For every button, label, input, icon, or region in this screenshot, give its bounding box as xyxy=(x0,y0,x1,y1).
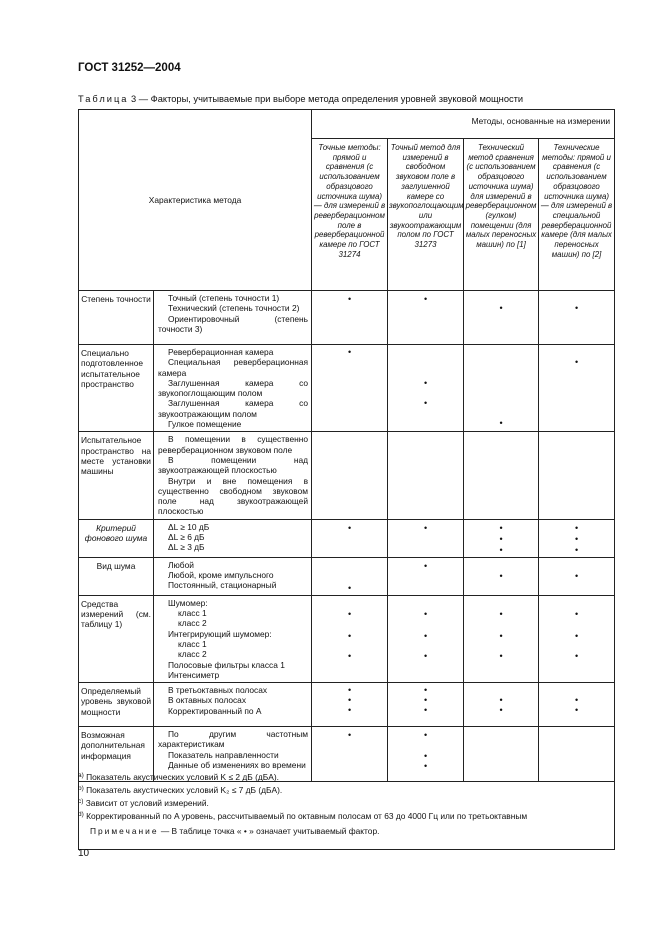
factor-dot: • xyxy=(423,377,428,388)
factor-dot: • xyxy=(423,729,428,740)
list-item: В третьоктавных полосах xyxy=(168,685,268,696)
list-item: ΔL ≥ 6 дБ xyxy=(168,532,205,543)
factors-table xyxy=(78,109,615,850)
method-header-4: Технические методы: прямой и сравнения (с использованием образцового источника шума) — для измерений в специальной реверберационной камере (для малых переносных машин) по [2] xyxy=(539,139,615,291)
list-item: Заглушенная камера со звукопоглощающим полом xyxy=(158,377,309,399)
list-item: Показатель направленности xyxy=(168,749,279,760)
factor-dot: • xyxy=(423,397,428,408)
list-item: Данные об изменениях во времени xyxy=(168,760,306,771)
list-item: Гулкое помещение xyxy=(168,419,242,430)
factor-dot: • xyxy=(499,650,503,661)
factor-dot: • xyxy=(347,293,352,304)
factor-dot: • xyxy=(574,533,579,544)
footnote-b: $^{b)}$ Показатель акустических условий K₂ ≤ 7 дБ (дБA). xyxy=(78,785,283,795)
list-item: Точный (степень точности 1) xyxy=(168,293,280,303)
factor-dot: • xyxy=(423,750,428,761)
factor-dot: • xyxy=(574,704,579,715)
group-additional-info: Возможная дополнительная информация xyxy=(79,727,154,782)
footnote-a: $^{а)}$ Показатель акустических условий K ≤ 2 дБ (дБA). xyxy=(78,772,279,782)
factor-dot: • xyxy=(574,630,579,641)
factor-dot: • xyxy=(499,417,503,428)
list-item: В помещении в существенно реверберационном звуковом поле xyxy=(158,434,309,455)
list-item: Интегрирующий шумомер: xyxy=(168,628,272,639)
list-item: Ориентировочный (степень точности 3) xyxy=(158,313,309,334)
factor-dot: • xyxy=(574,302,579,313)
factor-dot: • xyxy=(499,608,503,619)
factor-dot: • xyxy=(347,522,352,533)
list-item: Шумомер: xyxy=(168,597,208,608)
factor-dot: • xyxy=(574,522,579,533)
factor-dot: • xyxy=(423,650,428,661)
group-onsite-test-space-items xyxy=(154,432,312,519)
list-item: Любой xyxy=(168,559,194,570)
list-item: Заглушенная камера со звукоотражающим полом xyxy=(158,398,309,419)
factor-dot: • xyxy=(574,356,579,367)
factor-dot: • xyxy=(499,570,503,581)
table-caption xyxy=(78,94,523,104)
list-item: класс 2 xyxy=(178,649,207,660)
factor-dot: • xyxy=(347,346,352,357)
factor-dot: • xyxy=(499,694,503,705)
list-item: В помещении над звукоотражающей плоскостью xyxy=(158,454,309,476)
group-noise-type: Вид шума xyxy=(79,557,154,595)
factor-dot: • xyxy=(347,608,352,619)
factor-dot: • xyxy=(499,704,503,715)
list-item: По другим частотным характеристикам xyxy=(158,729,309,750)
method-header-2: Точный метод для измерений в свободном звуковом поле в заглушенной камере со звукопоглощающим или звукоотражающим полом по ГОСТ 31273 xyxy=(388,139,464,291)
list-item: ΔL ≥ 10 дБ xyxy=(168,521,210,532)
table-caption-label: Таблица xyxy=(78,94,129,104)
factor-dot: • xyxy=(423,704,428,715)
factor-dot: • xyxy=(499,522,503,533)
factor-dot: • xyxy=(423,293,428,304)
group-onsite-test-space: Испытательное пространство на месте установки машины xyxy=(79,432,154,519)
group-sound-power-level-items xyxy=(154,683,312,727)
group-measuring-instruments-items xyxy=(154,595,312,682)
list-item: класс 1 xyxy=(178,638,207,649)
list-item: Интенсиметр xyxy=(168,669,220,680)
list-item: Технический (степень точности 2) xyxy=(168,303,300,314)
table-note: Примечание — В таблице точка « • » означает учитываемый фактор. xyxy=(90,826,380,836)
factor-dot: • xyxy=(347,630,352,641)
factor-dot: • xyxy=(499,544,503,555)
factor-dot: • xyxy=(574,608,579,619)
group-background-noise: Критерий фонового шума xyxy=(79,519,154,557)
methods-group-header: Методы, основанные на измерении xyxy=(312,110,615,139)
factor-dot: • xyxy=(423,608,428,619)
group-sound-power-level: Определяемый уровень звуковой мощности xyxy=(79,683,154,727)
list-item: В октавных полосах xyxy=(168,695,247,706)
factor-dot: • xyxy=(574,650,579,661)
footnotes xyxy=(78,770,614,837)
factor-dot: • xyxy=(423,560,428,571)
group-measuring-instruments: Средства измерений (см. таблицу 1) xyxy=(79,595,154,682)
list-item: Внутри и вне помещения в существенно свободном звуковом поле над звукоотражающей плоскостью xyxy=(158,475,309,517)
footnote-c: $^{c)}$ Зависит от условий измерений. xyxy=(78,798,209,808)
method-characteristic-header: Характеристика метода xyxy=(79,110,312,291)
list-item: Полосовые фильтры класса 1 xyxy=(168,659,285,670)
list-item: класс 2 xyxy=(178,618,207,629)
list-item: Корректированный по A xyxy=(168,705,262,716)
footnote-d: $^{d)}$ Корректированный по A уровень, рассчитываемый по октавным полосам от 63 до 4000 Гц или по третьоктавным xyxy=(78,811,528,821)
list-item: класс 1 xyxy=(178,608,207,619)
table-caption-text: 3 — Факторы, учитываемые при выборе метода определения уровней звуковой мощности xyxy=(131,94,524,104)
method-header-3: Технический метод сравнения (с использованием образцового источника шума) для измерений в реверберационном (гулком) помещении (для малых переносных машин) по [1] xyxy=(464,139,539,291)
list-item: Реверберационная камера xyxy=(168,347,274,357)
factor-dot: • xyxy=(499,302,503,313)
group-accuracy-items xyxy=(154,291,312,345)
factor-dot: • xyxy=(574,544,579,555)
group-noise-type-items xyxy=(154,557,312,595)
list-item: Любой, кроме импульсного xyxy=(168,570,274,581)
factor-dot: • xyxy=(347,582,352,593)
group-special-test-space: Специально подготовленное испытательное пространство xyxy=(79,345,154,432)
factor-dot: • xyxy=(499,630,503,641)
factor-dot: • xyxy=(574,694,579,705)
factor-dot: • xyxy=(499,533,503,544)
page-number: 10 xyxy=(78,848,90,859)
group-special-test-space-items xyxy=(154,345,312,432)
factor-dot: • xyxy=(347,729,352,740)
document-code: ГОСТ 31252—2004 xyxy=(78,62,181,74)
factor-dot: • xyxy=(423,694,428,705)
factor-dot: • xyxy=(423,522,428,533)
factor-dot: • xyxy=(347,650,352,661)
factor-dot: • xyxy=(347,694,352,705)
factor-dot: • xyxy=(574,570,579,581)
factor-dot: • xyxy=(347,704,352,715)
list-item: ΔL ≥ 3 дБ xyxy=(168,542,205,553)
group-accuracy: Степень точности xyxy=(79,291,154,345)
method-header-1: Точные методы: прямой и сравнения (с использованием образцового источника шума) — для измерений в реверберационном поле в реверберационной камере по ГОСТ 31274 xyxy=(312,139,388,291)
factor-dot: • xyxy=(423,684,428,695)
factor-dot: • xyxy=(423,630,428,641)
factor-dot: • xyxy=(347,684,352,695)
factor-dot: • xyxy=(423,760,428,771)
list-item: Постоянный, стационарный xyxy=(168,580,277,591)
group-background-noise-items xyxy=(154,519,312,557)
list-item: Специальная реверберационная камера xyxy=(158,357,309,378)
